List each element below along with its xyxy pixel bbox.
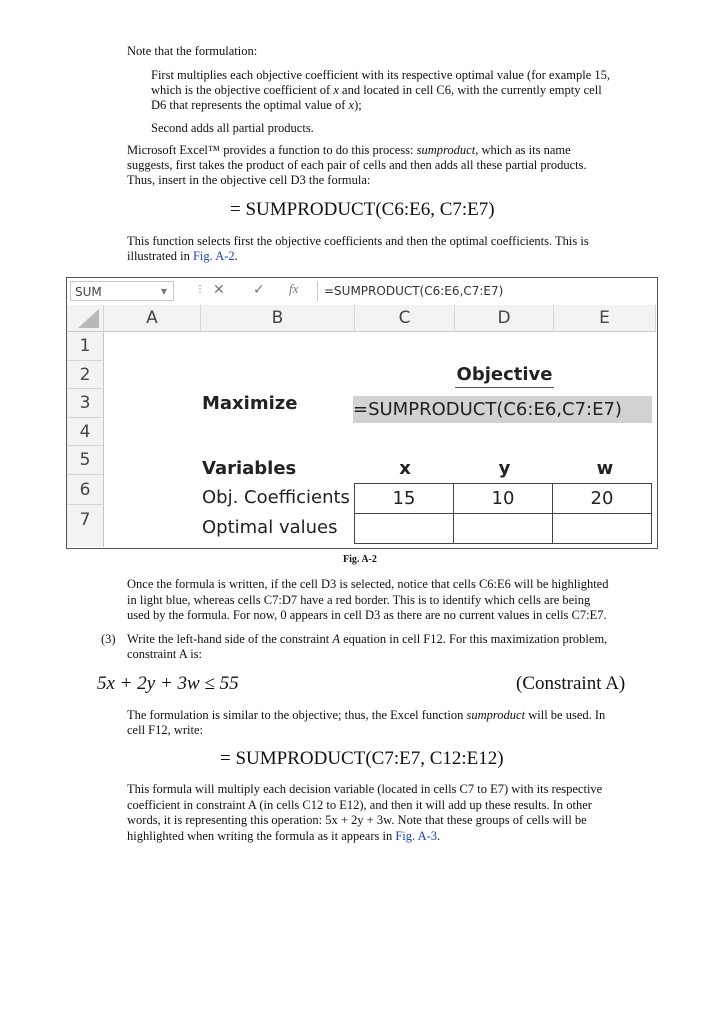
formula-bar [67, 278, 656, 306]
excel-intro-line-2: suggests, first takes the product of each pair of cells and then adds all these partial products. [127, 158, 587, 172]
enter-check-icon[interactable]: ✓ [253, 282, 265, 298]
formula-constraint: = SUMPRODUCT(C7:E7, C12:E12) [220, 748, 504, 769]
function-desc-line-1: This function selects first the objective coefficients and then the optimal coefficients. This is [127, 234, 589, 248]
cell-e6-coeff[interactable]: 20 [552, 483, 652, 514]
row-header-6[interactable]: 6 [67, 475, 104, 505]
final-line-4: highlighted when writing the formula as it appears in Fig. A-3. [127, 829, 441, 843]
row-header-7[interactable]: 7 [67, 505, 104, 547]
cell-b6-obj-coefficients[interactable]: Obj. Coefficients [202, 487, 350, 508]
excel-screenshot [66, 277, 658, 549]
cancel-icon[interactable]: ✕ [213, 282, 225, 298]
row-header-1[interactable]: 1 [67, 332, 104, 361]
cell-c6-coeff[interactable]: 15 [354, 483, 454, 514]
after-fig-line-1: Once the formula is written, if the cell D3 is selected, notice that cells C6:E6 will be highlighted [127, 577, 609, 591]
column-header-c[interactable]: C [355, 305, 455, 332]
after-fig-line-3: used by the formula. For now, 0 appears in cell D3 as there are no current values in cells C7:E7. [127, 608, 607, 622]
cell-d3-formula[interactable]: =SUMPRODUCT(C6:E6,C7:E7) [353, 396, 652, 423]
cell-c7-empty[interactable] [354, 513, 454, 544]
step-3-number: (3) [101, 632, 116, 646]
row-header-3[interactable]: 3 [67, 389, 104, 418]
cell-d5-y[interactable]: y [498, 458, 511, 479]
first-step-line-1: First multiplies each objective coefficient with its respective optimal value (for example 15, [151, 68, 611, 82]
excel-intro-line-1: Microsoft Excel™ provides a function to do this process: sumproduct, which as its name [127, 143, 571, 157]
constraint-a-label: (Constraint A) [516, 673, 626, 694]
column-header-d[interactable]: D [455, 305, 554, 332]
step-3-line-2: constraint A is: [127, 647, 202, 661]
note-text: Note that the formulation: [127, 44, 258, 58]
second-step-text: Second adds all partial products. [151, 121, 314, 135]
cell-b7-optimal-values[interactable]: Optimal values [202, 517, 338, 538]
cell-c5-x[interactable]: x [399, 458, 411, 479]
cell-d2-objective[interactable]: Objective [456, 364, 553, 385]
row-header-4[interactable]: 4 [67, 418, 104, 446]
first-step-line-3: D6 that represents the optimal value of x); [151, 98, 362, 112]
figure-caption: Fig. A-2 [343, 554, 377, 565]
final-line-3: words, it is representing this operation: 5x + 2y + 3w. Note that these groups of cells will be [127, 813, 587, 827]
cell-d6-coeff[interactable]: 10 [453, 483, 553, 514]
d2-underline [455, 387, 554, 388]
formulation-line-2: cell F12, write: [127, 723, 204, 737]
cell-b5-variables[interactable]: Variables [202, 458, 297, 479]
step-3-line-1: Write the left-hand side of the constraint A equation in cell F12. For this maximization problem, [127, 632, 608, 646]
insert-function-icon[interactable]: fx [289, 281, 299, 296]
final-line-2: coefficient in constraint A (in cells C12 to E12), and then it will add up these results. In other [127, 798, 592, 812]
cell-e5-w[interactable]: w [596, 458, 614, 479]
excel-intro-line-3: Thus, insert in the objective cell D3 the formula: [127, 173, 371, 187]
row-header-5[interactable]: 5 [67, 446, 104, 475]
cell-b3-maximize[interactable]: Maximize [202, 393, 298, 414]
fig-a3-link[interactable]: Fig. A-3 [395, 829, 438, 843]
cell-d7-empty[interactable] [453, 513, 553, 544]
select-all-triangle-icon [70, 305, 100, 329]
column-header-e[interactable]: E [554, 305, 656, 332]
select-all-corner[interactable] [67, 305, 104, 332]
formula-objective: = SUMPRODUCT(C6:E6, C7:E7) [230, 199, 495, 220]
chevron-down-icon: ▼ [160, 287, 167, 296]
after-fig-line-2: in light blue, whereas cells C7:D7 have a red border. This is to identify which cells are being [127, 593, 591, 607]
formulation-line-1: The formulation is similar to the objective; thus, the Excel function sumproduct will be used. In [127, 708, 606, 722]
more-options-icon: ⋮ [195, 284, 205, 295]
formula-bar-input[interactable]: =SUMPRODUCT(C6:E6,C7:E7) [317, 281, 653, 301]
fig-a2-link[interactable]: Fig. A-2 [192, 249, 235, 263]
row-header-2[interactable]: 2 [67, 361, 104, 389]
final-line-1: This formula will multiply each decision variable (located in cells C7 to E7) with its respective [127, 782, 603, 796]
first-step-line-2: which is the objective coefficient of x and located in cell C6, with the currently empty cell [151, 83, 602, 97]
name-box[interactable]: SUM ▼ [70, 281, 174, 301]
function-desc-line-2: illustrated in Fig. A-2. [127, 249, 238, 263]
constraint-a-equation: 5x + 2y + 3w ≤ 55 [97, 673, 239, 694]
column-header-a[interactable]: A [104, 305, 201, 332]
column-header-b[interactable]: B [201, 305, 355, 332]
cell-e7-empty[interactable] [552, 513, 652, 544]
